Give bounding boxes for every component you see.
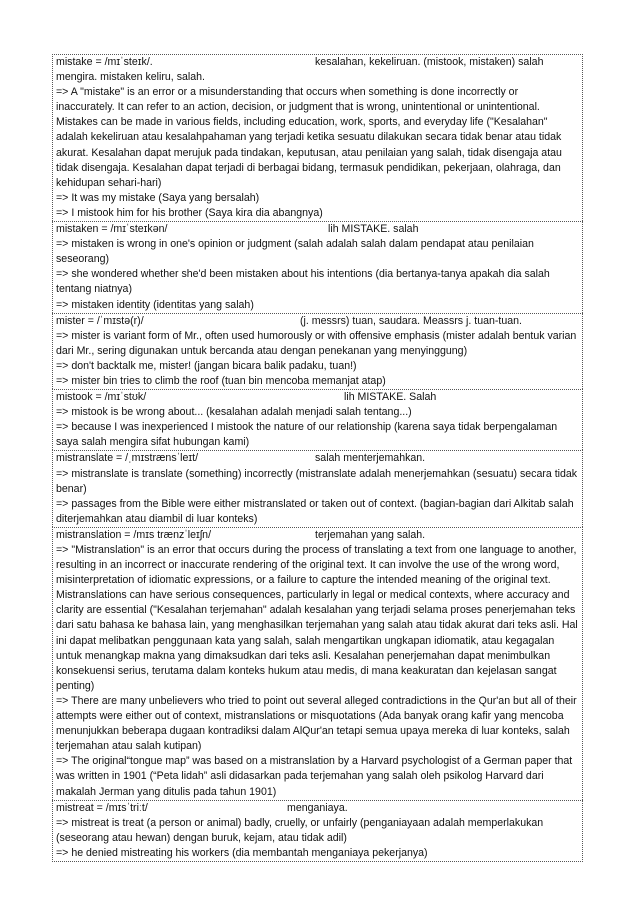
definition-continuation: mengira. mistaken keliru, salah. <box>56 71 205 84</box>
entry-example-line: => There are many unbelievers who tried to point out several alleged contradictions in the Qur'an but all of their attempts were either out of context, mistranslations or misquotations (Ada banyak orang kafir yang mencoba menunjukkan beberapa dugaan kontradiksi dalam AlQur'an tetapi semua upaya mereka di luar konteks, salah terjemahan atau salah kutipan) <box>56 694 577 753</box>
dictionary-entry <box>52 800 583 862</box>
entry-example-line: => passages from the Bible were either mistranslated or taken out of context. (bagian-bagian dari Alkitab salah diterjemahkan atau diambil di luar konteks) <box>56 497 574 525</box>
headword-pronunciation: mister = /ˈmɪstə(r)/ <box>56 314 144 327</box>
entry-example-line: => I mistook him for his brother (Saya kira dia abangnya) <box>56 206 323 219</box>
entry-example-line: => The original“tongue map” was based on a mistranslation by a Harvard psychologist of a German paper that was written in 1901 (“Peta lidah” asli didasarkan pada terjemahan yang salah oleh psikolog Harvard dari makalah Jerman yang ditulis pada tahun 1901) <box>56 755 573 798</box>
headword-definition: lih MISTAKE. Salah <box>344 391 437 404</box>
entry-example-line: => mister is variant form of Mr., often used humorously or with offensive emphasis (mister adalah bentuk varian dari Mr., sering digunakan untuk bercanda atau dengan penekanan yang menyinggung) <box>56 329 577 357</box>
dictionary-page <box>52 54 583 862</box>
dictionary-entry <box>52 221 583 313</box>
entry-headword <box>56 222 579 237</box>
entry-example-line: => don't backtalk me, mister! (jangan bicara balik padaku, tuan!) <box>56 359 357 372</box>
entry-example-line: => It was my mistake (Saya yang bersalah) <box>56 191 260 204</box>
headword-pronunciation: mistaken = /mɪˈsteɪkən/ <box>56 223 168 236</box>
headword-pronunciation: mistreat = /mɪsˈtriːt/ <box>56 801 148 814</box>
entry-example-line: => she wondered whether she'd been mistaken about his intentions (dia bertanya-tanya apakah dia salah tentang niatnya) <box>56 268 550 296</box>
entry-example-line: => he denied mistreating his workers (dia membantah menganiaya pekerjanya) <box>56 846 428 859</box>
entry-example-line: => "Mistranslation" is an error that occurs during the process of translating a text from one language to another, resulting in an incorrect or inaccurate rendering of the original text. It can involve the use of the wrong word, misinterpretation of idiomatic expressions, or a failure to capture the intended meaning of the original text. Mistranslations can have serious consequences, particularly in legal or medical contexts, where accuracy and clarity are essential ("Kesalahan terjemahan" adalah kesalahan yang terjadi selama proses penerjemahan teks dari satu bahasa ke bahasa lain, yang menghasilkan terjemahan yang salah atau tidak akurat dari teks asli. Hal ini dapat melibatkan penggunaan kata yang salah, salah mengartikan ungkapan idiomatik, atau kegagalan untuk menangkap makna yang dimaksudkan dari teks asli. Kesalahan penerjemahan dapat menimbulkan konsekuensi serius, terutama dalam konteks hukum atau medis, di mana keakuratan dan kejelasan sangat penting) <box>56 544 578 692</box>
entry-example-line: => mistaken is wrong in one's opinion or judgment (salah adalah salah dalam pendapat atau penilaian seseorang) <box>56 238 534 266</box>
entry-example-line: => mistook is be wrong about... (kesalahan adalah menjadi salah tentang...) <box>56 406 412 419</box>
entry-headword <box>56 528 579 543</box>
headword-definition: menganiaya. <box>287 801 348 814</box>
entry-example-line: => mistaken identity (identitas yang salah) <box>56 298 254 311</box>
entry-example-line: => A "mistake" is an error or a misunderstanding that occurs when something is done incorrectly or inaccurately. It can refer to an action, decision, or judgment that is wrong, unintentional or unintentional. Mistakes can be made in various fields, including education, work, sports, and everyday life ("Kesalahan" adalah kekeliruan atau kesalahpahaman yang terjadi ketika sesuatu dilakukan secara tidak benar atau tidak akurat. Kesalahan dapat merujuk pada tindakan, keputusan, atau penilaian yang salah, tidak disengaja atau tidak disengaja. Kesalahan dapat terjadi di berbagai bidang, termasuk pendidikan, pekerjaan, olahraga, dan kehidupan sehari-hari) <box>56 86 562 189</box>
entry-headword <box>56 390 579 405</box>
dictionary-entry <box>52 389 583 450</box>
headword-definition: lih MISTAKE. salah <box>328 223 419 236</box>
headword-pronunciation: mistake = /mɪˈsteɪk/. <box>56 56 153 68</box>
dictionary-entry <box>52 450 583 526</box>
dictionary-entry <box>52 527 583 800</box>
entry-example-line: => mister bin tries to climb the roof (tuan bin mencoba memanjat atap) <box>56 374 386 387</box>
dictionary-entry <box>52 54 583 221</box>
entry-headword <box>56 451 579 466</box>
entry-headword <box>56 801 579 816</box>
headword-definition: (j. messrs) tuan, saudara. Meassrs j. tuan-tuan. <box>300 314 522 327</box>
entry-headword <box>56 55 579 70</box>
headword-definition: kesalahan, kekeliruan. (mistook, mistaken) salah <box>315 56 544 68</box>
headword-definition: salah menterjemahkan. <box>315 452 426 465</box>
entry-example-line: => mistreat is treat (a person or animal) badly, cruelly, or unfairly (penganiayaan adalah memperlakukan (seseorang atau hewan) dengan buruk, kejam, atau tidak adil) <box>56 816 544 844</box>
headword-definition: terjemahan yang salah. <box>315 528 426 541</box>
entry-example-line: => mistranslate is translate (something) incorrectly (mistranslate adalah menerjemahkan (sesuatu) secara tidak benar) <box>56 467 578 495</box>
dictionary-entry <box>52 313 583 389</box>
headword-pronunciation: mistook = /mɪˈstʊk/ <box>56 391 147 404</box>
entry-headword <box>56 314 579 329</box>
headword-pronunciation: mistranslation = /mɪs trænzˈleɪʃn/ <box>56 528 212 541</box>
headword-pronunciation: mistranslate = /ˌmɪstrænsˈleɪt/ <box>56 452 199 465</box>
entry-example-line: => because I was inexperienced I mistook the nature of our relationship (karena saya tidak berpengalaman saya salah mengira sifat hubungan kami) <box>56 421 558 449</box>
